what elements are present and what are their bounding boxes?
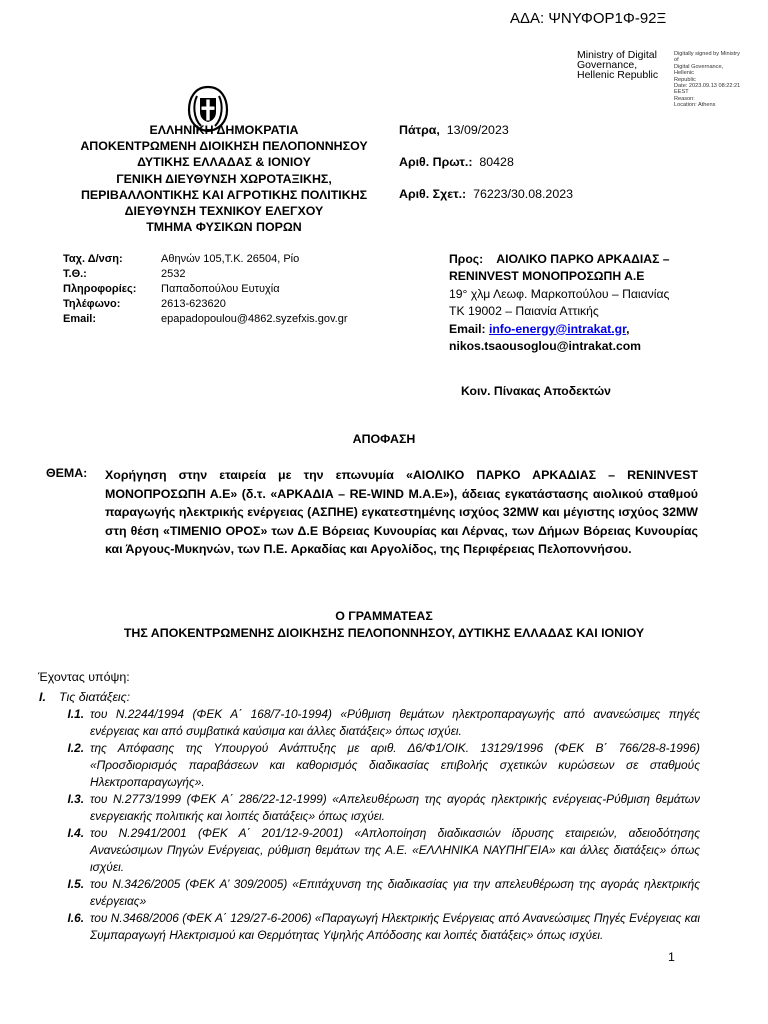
secretary-heading	[0, 608, 768, 642]
list-item	[40, 876, 700, 910]
contact-row	[63, 252, 347, 267]
list-item	[40, 791, 700, 825]
item-number: I.5.	[67, 877, 84, 891]
item-text: του Ν.2773/1999 (ΦΕΚ Α΄ 286/22-12-1999) «Απελευθέρωση της αγοράς ηλεκτρικής ενέργειας-Ρύθμιση θεμάτων ενεργειακής πολιτικής και λοιπές διατάξεις» όπως ισχύει.	[90, 792, 700, 823]
recipient-name-cont: RENINVEST ΜΟΝΟΠΡΟΣΩΠΗ Α.Ε	[449, 269, 645, 284]
signature-detail: Reason:	[674, 95, 695, 102]
list-item	[40, 825, 700, 876]
contact-key: Ταχ. Δ/νση:	[63, 253, 123, 265]
authority-line: ΠΕΡΙΒΑΛΛΟΝΤΙΚΗΣ ΚΑΙ ΑΓΡΟΤΙΚΗΣ ΠΟΛΙΤΙΚΗΣ	[80, 187, 368, 202]
related-number: 76223/30.08.2023	[473, 187, 573, 201]
signature-line: Ministry of Digital	[577, 49, 657, 61]
item-text: του Ν.2941/2001 (ΦΕΚ Α΄ 201/12-9-2001) «Απλοποίηση διαδικασιών ίδρυσης εταιρειών, αδειοδότησης Ανανεώσιμων Πηγών Ενέργειας, ρύθμιση θεμάτων της Α.Ε. «ΕΛΛΗΝΙΚΑ ΝΑΥΠΗΓΕΙΑ» και άλλες διατάξεις» όπως ισχύει.	[90, 826, 700, 874]
recipient-email-label: Email:	[449, 321, 486, 336]
page-number: 1	[668, 950, 675, 964]
authority-line: ΑΠΟΚΕΝΤΡΩΜΕΝΗ ΔΙΟΙΚΗΣΗ ΠΕΛΟΠΟΝΝΗΣΟΥ	[80, 139, 368, 154]
place-label: Πάτρα,	[399, 123, 440, 137]
item-text: του Ν.2244/1994 (ΦΕΚ Α΄ 168/7-10-1994) «Ρύθμιση θεμάτων ηλεκτροπαραγωγής από ανανεώσιμες πηγές ενέργειας και από συμβατικά καύσιμα και άλλες διατάξεις» όπως ισχύει.	[90, 707, 700, 738]
item-text: του Ν.3468/2006 (ΦΕΚ Α΄ 129/27-6-2006) «Παραγωγή Ηλεκτρικής Ενέργειας από Ανανεώσιμες Πηγές Ενέργειας και Συμπαραγωγή Ηλεκτρισμού και Θερμότητας Υψηλής Απόδοσης και λοιπές διατάξεις» όπως ισχύει.	[90, 911, 700, 942]
recipient-email-secondary: nikos.tsaousoglou@intrakat.com	[449, 339, 642, 354]
considering-heading: Έχοντας υπόψη:	[38, 670, 130, 684]
email-separator: ,	[626, 321, 630, 336]
secretary-authority: ΤΗΣ ΑΠΟΚΕΝΤΡΩΜΕΝΗΣ ΔΙΟΙΚΗΣΗΣ ΠΕΛΟΠΟΝΝΗΣΟΥ, ΔΥΤΙΚΗΣ ΕΛΛΑΔΑΣ ΚΑΙ ΙΟΝΙΟΥ	[123, 626, 645, 640]
item-number: I.4.	[67, 826, 84, 840]
item-number: I.1.	[67, 707, 84, 721]
item-text: του Ν.3426/2005 (ΦΕΚ Α’ 309/2005) «Επιτάχυνση της διαδικασίας για την απελευθέρωση της αγοράς ηλεκτρικής ενέργειας»	[90, 877, 700, 908]
decision-title: ΑΠΟΦΑΣΗ	[352, 432, 416, 446]
issuing-authority	[60, 122, 388, 235]
contact-key: Email:	[63, 313, 97, 325]
subject-text: Χορήγηση στην εταιρεία με την επωνυμία «ΑΙΟΛΙΚΟ ΠΑΡΚΟ ΑΡΚΑΔΙΑΣ – RENINVEST ΜΟΝΟΠΡΟΣΩΠΗ Α.Ε» (δ.τ. «ΑΡΚΑΔΙΑ – RE-WIND Μ.Α.Ε»), άδειας εγκατάστασης αιολικού σταθμού παραγωγής ηλεκτρικής ενέργειας (ΑΣΠΗΕ) εγκατεστημένης ισχύος 32MW και μέγιστης ισχύος 32MW στη θέση «ΤΙΜΕΝΙΟ ΟΡΟΣ» των Δ.Ε Βόρειας Κυνουρίας και Λέρνας, των Δήμων Βόρειας Κυνουρίας και Άργους-Μυκηνών, των Π.Ε. Αρκαδίας και Αργολίδος, της Περιφέρειας Πελοποννήσου.	[105, 468, 698, 557]
document-date: 13/09/2023	[446, 123, 509, 137]
contact-info	[63, 252, 347, 327]
section-title: Τις διατάξεις:	[59, 690, 131, 704]
cc-recipients: Κοιν. Πίνακας Αποδεκτών	[461, 384, 611, 398]
signature-detail: EEST	[674, 89, 689, 96]
authority-line: ΕΛΛΗΝΙΚΗ ΔΗΜΟΚΡΑΤΙΑ	[149, 123, 299, 137]
ada-code: ΑΔΑ: ΨΝΥΦΟΡ1Φ-92Ξ	[510, 10, 667, 27]
digital-signature-label	[577, 50, 658, 80]
recipient-email-link[interactable]: info-energy@intrakat.gr	[488, 321, 627, 336]
contact-key: Τηλέφωνο:	[63, 298, 121, 310]
signature-detail: Location: Athens	[674, 102, 716, 109]
protocol-label: Αριθ. Πρωτ.:	[399, 155, 473, 169]
authority-line: ΔΙΕΥΘΥΝΣΗ ΤΕΧΝΙΚΟΥ ΕΛΕΓΧΟΥ	[124, 204, 324, 219]
secretary-title: Ο ΓΡΑΜΜΑΤΕΑΣ	[335, 609, 433, 623]
contact-key: Πληροφορίες:	[63, 283, 137, 295]
contact-value: 2613-623620	[161, 298, 226, 310]
contact-value: epapadopoulou@4862.syzefxis.gov.gr	[161, 313, 348, 325]
contact-row	[63, 282, 347, 297]
signature-line: Hellenic Republic	[577, 69, 659, 81]
subject-label: ΘΕΜΑ:	[46, 466, 88, 480]
contact-value: 2532	[161, 268, 186, 280]
protocol-number: 80428	[479, 155, 514, 169]
list-item	[40, 706, 700, 740]
item-number: I.2.	[67, 741, 84, 755]
signature-detail: Digital Governance, Hellenic	[674, 63, 724, 77]
item-text: της Απόφασης της Υπουργού Ανάπτυξης με αριθ. Δ6/Φ1/ΟΙΚ. 13129/1996 (ΦΕΚ Β΄ 766/28-8-1996) «Προσδιορισμός παραβάσεων και καθορισμός διαδικασίας επιβολής σχετικών κυρώσεων σε σταθμούς Ηλεκτροπαραγωγής».	[90, 741, 700, 789]
section-number: I.	[39, 690, 46, 704]
list-item	[40, 910, 700, 944]
contact-row	[63, 312, 347, 327]
authority-line: ΓΕΝΙΚΗ ΔΙΕΥΘΥΝΣΗ ΧΩΡΟΤΑΞΙΚΗΣ,	[116, 171, 332, 186]
document-meta	[399, 122, 573, 218]
recipient-prefix: Προς:	[449, 252, 484, 266]
item-number: I.3.	[67, 792, 84, 806]
digital-signature-details	[674, 51, 744, 109]
provisions-list	[40, 706, 700, 944]
authority-line: ΔΥΤΙΚΗΣ ΕΛΛΑΔΑΣ & ΙΟΝΙΟΥ	[137, 155, 311, 170]
contact-value: Παπαδοπούλου Ευτυχία	[161, 283, 280, 295]
signature-detail: Republic	[674, 76, 696, 83]
list-item	[40, 740, 700, 791]
signature-detail: Digitally signed by Ministry of	[674, 51, 740, 64]
recipient-name: ΑΙΟΛΙΚΟ ΠΑΡΚΟ ΑΡΚΑΔΙΑΣ –	[496, 252, 670, 266]
related-label: Αριθ. Σχετ.:	[399, 187, 467, 201]
section-heading	[39, 690, 130, 704]
contact-row	[63, 297, 347, 312]
contact-value: Αθηνών 105,Τ.Κ. 26504, Ρίο	[161, 253, 300, 265]
signature-detail: Date: 2023.09.13 08:22:21	[674, 83, 741, 90]
authority-line: ΤΜΗΜΑ ΦΥΣΙΚΩΝ ΠΟΡΩΝ	[146, 220, 302, 235]
recipient-block	[449, 251, 749, 355]
contact-key: Τ.Θ.:	[63, 268, 87, 280]
item-number: I.6.	[67, 911, 84, 925]
recipient-postcode: ΤΚ 19002 – Παιανία Αττικής	[449, 304, 599, 319]
signature-line: Governance,	[577, 59, 638, 71]
contact-row	[63, 267, 347, 282]
recipient-address: 19° χλμ Λεωφ. Μαρκοπούλου – Παιανίας	[449, 286, 670, 301]
